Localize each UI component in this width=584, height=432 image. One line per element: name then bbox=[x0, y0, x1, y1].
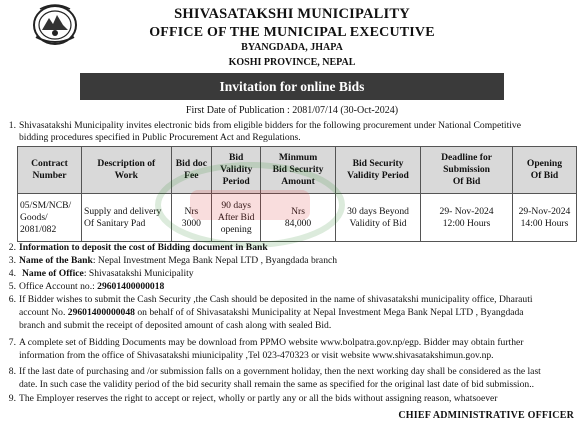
item-6-line-1: If Bidder wishes to submit the Cash Security ,the Cash should be deposited in the name of shivasatakshi municipality office, Dharauti bbox=[19, 294, 533, 305]
office-name: OFFICE OF THE MUNICIPAL EXECUTIVE bbox=[149, 25, 435, 40]
cell-deadline: 29- Nov-2024 12:00 Hours bbox=[421, 194, 513, 242]
item-6-line-3: branch and submit the receipt of deposited amount of cash along with sealed Bid. bbox=[19, 320, 332, 331]
table-header-row bbox=[18, 147, 577, 194]
item-9-text: The Employer reserves the right to accept or reject, wholly or partly any or all the bids without assigning reason, whatsoever bbox=[19, 393, 498, 404]
item-1-line-2: bidding procedures specified in Public Procurement Act and Regulations. bbox=[19, 132, 301, 143]
item-number: 8. bbox=[8, 366, 16, 377]
office-value: : Shivasatakshi Municipality bbox=[83, 268, 194, 279]
item-number: 3. bbox=[8, 255, 16, 266]
col-opening: Opening Of Bid bbox=[512, 147, 576, 194]
cell-description: Supply and delivery Of Sanitary Pad bbox=[82, 194, 172, 242]
office-location: BYANGDADA, JHAPA bbox=[241, 42, 343, 53]
item-5-line bbox=[19, 281, 164, 294]
notice-title-banner: Invitation for online Bids bbox=[80, 73, 504, 100]
item-6-text: on behalf of of Shivasatakshi Municipality at Nepal Investment Mega Bank Nepal LTD , Byangdada bbox=[134, 307, 524, 318]
item-3-line bbox=[19, 255, 337, 268]
dharauti-account-number: 29601400000048 bbox=[67, 307, 135, 318]
col-bid-doc-fee: Bid doc Fee bbox=[171, 147, 212, 194]
col-deadline: Deadline for Submission Of Bid bbox=[421, 147, 513, 194]
bank-label: Name of the Bank bbox=[19, 255, 93, 266]
cell-bid-doc-fee: Nrs 3000 bbox=[171, 194, 212, 242]
item-number: 2. bbox=[8, 242, 16, 253]
cell-security-validity: 30 days Beyond Validity of Bid bbox=[335, 194, 420, 242]
cell-contract-number: 05/SM/NCB/ Goods/ 2081/082 bbox=[18, 194, 82, 242]
bank-name: : Nepal Investment Mega Bank Nepal LTD , Byangdada branch bbox=[92, 255, 338, 266]
office-label: Name of Office bbox=[22, 268, 84, 279]
item-number: 7. bbox=[8, 337, 16, 348]
cell-bid-security: Nrs 84,000 bbox=[261, 194, 336, 242]
item-number: 6. bbox=[8, 294, 16, 305]
item-number: 5. bbox=[8, 281, 16, 292]
item-7-line-1: A complete set of Bidding Documents may be download from PPMO website www.bolpatra.gov.np/egp. Bidder may obtain further bbox=[19, 337, 524, 348]
municipality-name: SHIVASATAKSHI MUNICIPALITY bbox=[174, 6, 410, 22]
item-number: 9. bbox=[8, 393, 16, 404]
province-line: KOSHI PROVINCE, NEPAL bbox=[228, 57, 356, 68]
bid-table bbox=[17, 146, 577, 242]
account-number: 29601400000018 bbox=[97, 281, 165, 292]
item-4-line bbox=[22, 268, 194, 281]
cell-bid-validity: 90 days After Bid opening bbox=[212, 194, 261, 242]
item-8-line-1: If the last date of purchasing and /or submission falls on a government holiday, then the next working day shall be considered as the last bbox=[19, 366, 541, 377]
item-6-line-2 bbox=[19, 307, 524, 320]
item-2-text: Information to deposit the cost of Bidding document in Bank bbox=[19, 242, 268, 253]
item-number: 4. bbox=[8, 268, 16, 279]
publication-date: First Date of Publication : 2081/07/14 (30-Oct-2024) bbox=[185, 105, 399, 116]
item-6-text: account No. bbox=[19, 307, 68, 318]
cell-opening: 29-Nov-2024 14:00 Hours bbox=[512, 194, 576, 242]
col-contract-number: Contract Number bbox=[18, 147, 82, 194]
item-8-line-2: date. In such case the validity period of the bid security shall remain the same as specified for the original last date of bid submission.. bbox=[19, 379, 534, 390]
item-7-line-2: information from the office of Shivasatakshi miunicipality ,Tel 023-470323 or visit website www.shivasatakshimun.gov.np. bbox=[19, 350, 494, 361]
col-bid-validity: Bid Validity Period bbox=[212, 147, 261, 194]
col-security-validity: Bid Security Validity Period bbox=[335, 147, 420, 194]
item-number: 1. bbox=[8, 120, 16, 131]
col-description: Description of Work bbox=[82, 147, 172, 194]
account-label: Office Account no.: bbox=[19, 281, 98, 292]
table-row bbox=[18, 194, 577, 242]
item-1-line-1: Shivasatakshi Municipality invites electronic bids from eligible bidders for the following procurement under National Competitive bbox=[19, 120, 521, 131]
col-bid-security: Minmum Bid Security Amount bbox=[261, 147, 336, 194]
signature-title: CHIEF ADMINISTRATIVE OFFICER bbox=[398, 410, 574, 421]
